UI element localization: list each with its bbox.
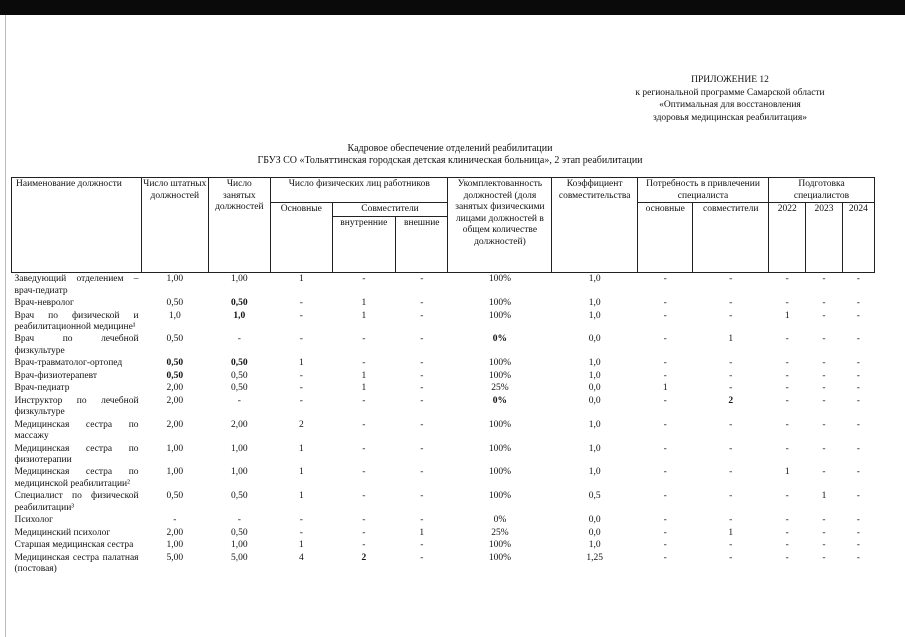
cell-coefficient: 1,0 (588, 358, 601, 369)
cell-external: - (420, 467, 424, 478)
cell-coefficient: 0,0 (588, 396, 601, 406)
cell-training-2024: - (856, 552, 860, 563)
cell-position-name: Специалист по физической реабилитации³ (14, 491, 139, 513)
scan-top-border (0, 0, 905, 15)
table-row (12, 297, 875, 310)
cell-training-2024: - (856, 396, 860, 406)
header-staff-positions: Число штатных должностей (142, 178, 209, 273)
title-line-1: Кадровое обеспечение отделений реабилитации (347, 143, 553, 154)
cell-need-main: - (663, 298, 667, 308)
cell-staffing-percent: 100% (488, 370, 511, 381)
cell-staffing-percent: 25% (491, 383, 509, 394)
cell-staff-positions: 0,50 (166, 491, 184, 502)
cell-staff-positions: 0,50 (166, 298, 184, 308)
cell-need-main: - (663, 491, 667, 502)
cell-coefficient: 0,0 (588, 383, 601, 394)
cell-staff-positions: - (173, 515, 177, 526)
cell-need-main: - (663, 515, 667, 526)
cell-need-main: - (663, 419, 667, 430)
cell-position-name: Врач-травматолог-ортопед (14, 358, 123, 369)
table-row (12, 310, 875, 334)
cell-need-part: - (729, 443, 733, 454)
table-row (12, 466, 875, 490)
cell-training-2022: - (785, 443, 789, 454)
cell-staffing-percent: 100% (488, 443, 511, 454)
cell-external: - (420, 540, 424, 551)
cell-training-2024: - (856, 443, 860, 454)
cell-training-2022: - (785, 370, 789, 381)
cell-external: - (420, 298, 424, 308)
cell-training-2022: - (785, 358, 789, 369)
cell-staffing-percent: 100% (488, 274, 511, 285)
cell-external: - (420, 274, 424, 285)
header-persons: Число физических лиц работников (271, 178, 448, 203)
table-row (12, 370, 875, 383)
cell-internal: - (362, 274, 366, 285)
cell-training-2023: - (822, 515, 826, 526)
cell-staff-positions: 1,00 (166, 443, 184, 454)
cell-need-part: - (729, 552, 733, 563)
cell-staff-positions: 1,00 (166, 274, 184, 285)
cell-training-2022: 1 (784, 310, 790, 321)
cell-training-2023: - (822, 527, 826, 538)
cell-staffing-percent: 100% (488, 552, 511, 563)
cell-external: - (420, 310, 424, 321)
cell-external: - (420, 358, 424, 369)
cell-external: - (420, 443, 424, 454)
cell-external: - (420, 491, 424, 502)
cell-coefficient: 1,0 (588, 274, 601, 285)
cell-internal: - (362, 419, 366, 430)
cell-training-2022: - (785, 491, 789, 502)
cell-staff-positions: 0,50 (166, 334, 184, 345)
cell-position-name: Старшая медицинская сестра (14, 540, 134, 551)
cell-need-main: - (663, 358, 667, 369)
cell-main: 1 (298, 540, 304, 551)
table-row (12, 395, 875, 419)
cell-staffing-percent: 100% (488, 419, 511, 430)
cell-training-2023: - (822, 383, 826, 394)
cell-occupied-positions: 1,00 (231, 540, 248, 551)
cell-training-2023: - (822, 370, 826, 381)
table-header (12, 178, 875, 273)
cell-need-part: - (729, 358, 733, 369)
cell-need-part: - (729, 370, 733, 381)
header-year-2022: 2022 (769, 203, 806, 273)
cell-need-main: - (663, 467, 667, 478)
cell-coefficient: 1,0 (588, 310, 601, 321)
header-occupied-positions: Число занятых должностей (208, 178, 271, 273)
cell-need-main: - (663, 370, 667, 381)
cell-main: 1 (298, 467, 304, 478)
cell-need-part: - (729, 515, 733, 526)
cell-coefficient: 1,0 (588, 443, 601, 454)
cell-position-name: Психолог (14, 515, 54, 526)
cell-training-2024: - (856, 358, 860, 369)
cell-external: - (420, 552, 424, 563)
cell-need-main: - (663, 527, 667, 538)
cell-internal: - (362, 358, 366, 369)
cell-external: - (420, 370, 424, 381)
cell-position-name: Врач по физической и реабилитационной медицине¹ (14, 310, 139, 332)
cell-occupied-positions: - (237, 515, 241, 526)
table-body (12, 273, 875, 576)
cell-occupied-positions: 0,50 (231, 527, 248, 538)
cell-internal: - (362, 443, 366, 454)
cell-training-2023: - (822, 310, 826, 321)
cell-staffing-percent: 25% (491, 527, 509, 538)
table-row (12, 443, 875, 467)
cell-training-2023: - (822, 540, 826, 551)
cell-training-2024: - (856, 310, 860, 321)
table-row (12, 514, 875, 527)
cell-main: - (299, 298, 303, 308)
cell-position-name: Инструктор по лечебной физкультуре (14, 396, 139, 418)
cell-training-2022: - (785, 515, 789, 526)
cell-need-part: - (729, 491, 733, 502)
cell-main: - (299, 383, 303, 394)
cell-occupied-positions: 0,50 (231, 298, 248, 308)
cell-need-main: - (663, 552, 667, 563)
cell-need-part: - (729, 298, 733, 308)
cell-training-2024: - (856, 370, 860, 381)
cell-training-2024: - (856, 383, 860, 394)
cell-training-2022: 1 (784, 467, 790, 478)
cell-staff-positions: 1,0 (168, 310, 181, 321)
header-part-timers: Совместители (332, 203, 448, 217)
cell-staffing-percent: 100% (488, 358, 511, 369)
cell-internal: - (362, 515, 366, 526)
cell-coefficient: 0,0 (588, 515, 601, 526)
cell-staffing-percent: 0% (493, 515, 507, 526)
table-row (12, 490, 875, 514)
cell-external: - (420, 396, 424, 406)
cell-internal: - (362, 527, 366, 538)
header-need: Потребность в привлечении специалиста (638, 178, 769, 203)
cell-position-name: Медицинский психолог (14, 527, 111, 538)
cell-training-2023: - (822, 419, 826, 430)
cell-external: - (420, 383, 424, 394)
cell-staff-positions: 1,00 (166, 467, 184, 478)
cell-training-2023: - (822, 443, 826, 454)
cell-main: - (299, 334, 303, 345)
cell-external: - (420, 334, 424, 345)
cell-internal: 1 (361, 370, 367, 381)
cell-need-part: 2 (728, 396, 734, 406)
cell-training-2023: - (822, 552, 826, 563)
cell-external: 1 (419, 527, 425, 538)
cell-occupied-positions: 1,00 (231, 467, 248, 478)
cell-staff-positions: 2,00 (166, 527, 184, 538)
table-row (12, 382, 875, 395)
cell-coefficient: 0,0 (588, 527, 601, 538)
cell-training-2022: - (785, 298, 789, 308)
cell-internal: - (362, 334, 366, 345)
cell-position-name: Врач-педиатр (14, 383, 70, 394)
cell-need-main: 1 (662, 383, 668, 394)
header-position: Наименование должности (12, 178, 142, 273)
cell-main: - (299, 310, 303, 321)
cell-coefficient: 1,0 (588, 370, 601, 381)
cell-occupied-positions: 1,0 (233, 310, 246, 321)
cell-occupied-positions: 5,00 (231, 552, 248, 563)
header-training: Подготовка специалистов (769, 178, 875, 203)
cell-training-2024: - (856, 527, 860, 538)
cell-need-main: - (663, 443, 667, 454)
cell-occupied-positions: 0,50 (231, 370, 248, 381)
cell-training-2023: - (822, 298, 826, 308)
cell-need-main: - (663, 396, 667, 406)
cell-main: 1 (298, 443, 304, 454)
cell-training-2022: - (785, 540, 789, 551)
cell-training-2022: - (785, 396, 789, 406)
cell-training-2024: - (856, 540, 860, 551)
cell-training-2024: - (856, 491, 860, 502)
cell-main: 2 (298, 419, 304, 430)
cell-staffing-percent: 100% (488, 540, 511, 551)
header-coefficient: Коэффициент совместительства (552, 178, 638, 273)
cell-internal: 1 (361, 298, 367, 308)
cell-internal: - (362, 396, 366, 406)
header-external: внешние (396, 217, 448, 273)
cell-training-2024: - (856, 515, 860, 526)
cell-training-2022: - (785, 527, 789, 538)
cell-main: - (299, 396, 303, 406)
cell-training-2024: - (856, 274, 860, 285)
cell-staff-positions: 2,00 (166, 383, 184, 394)
header-year-2023: 2023 (806, 203, 842, 273)
table-row (12, 333, 875, 357)
cell-training-2024: - (856, 334, 860, 345)
appendix-line-2: к региональной программе Самарской области (635, 87, 825, 98)
cell-internal: 1 (361, 383, 367, 394)
cell-need-part: - (729, 467, 733, 478)
table-row (12, 527, 875, 540)
table-row (12, 552, 875, 576)
appendix-header (560, 74, 900, 124)
cell-staff-positions: 2,00 (166, 419, 184, 430)
cell-coefficient: 1,0 (588, 298, 601, 308)
cell-occupied-positions: 0,50 (231, 383, 248, 394)
cell-internal: - (362, 467, 366, 478)
cell-training-2022: - (785, 383, 789, 394)
cell-training-2023: 1 (821, 491, 827, 502)
appendix-line-4: здоровья медицинская реабилитация» (653, 112, 807, 123)
cell-external: - (420, 515, 424, 526)
cell-occupied-positions: 0,50 (231, 358, 248, 369)
cell-main: 1 (298, 358, 304, 369)
cell-training-2022: - (785, 274, 789, 285)
cell-staffing-percent: 0% (492, 334, 508, 345)
staffing-table (11, 177, 875, 576)
title-line-2: ГБУЗ СО «Тольяттинская городская детская клиническая больница», 2 этап реабилитации (257, 155, 643, 166)
cell-internal: - (362, 540, 366, 551)
cell-training-2024: - (856, 419, 860, 430)
cell-occupied-positions: 2,00 (231, 419, 248, 430)
header-need-part: совместители (693, 203, 769, 273)
cell-position-name: Медицинская сестра по физиотерапии (14, 443, 139, 466)
cell-staffing-percent: 100% (488, 310, 511, 321)
cell-position-name: Врач-физиотерапевт (14, 370, 97, 381)
cell-need-main: - (663, 274, 667, 285)
cell-position-name: Заведующий отделением – врач-педиатр (14, 274, 139, 296)
cell-coefficient: 1,0 (588, 540, 601, 551)
appendix-line-3: «Оптимальная для восстановления (659, 100, 801, 111)
cell-need-part: - (729, 540, 733, 551)
cell-position-name: Медицинская сестра по массажу (14, 419, 139, 442)
cell-training-2022: - (785, 334, 789, 345)
cell-main: - (299, 527, 303, 538)
cell-main: - (299, 515, 303, 526)
cell-training-2023: - (822, 334, 826, 345)
cell-position-name: Врач-невролог (14, 298, 74, 308)
cell-occupied-positions: 1,00 (231, 443, 248, 454)
cell-external: - (420, 419, 424, 430)
cell-main: 1 (298, 274, 304, 285)
cell-coefficient: 1,25 (586, 552, 603, 563)
cell-need-main: - (663, 540, 667, 551)
cell-staffing-percent: 100% (488, 491, 511, 502)
cell-need-part: 1 (728, 527, 734, 538)
cell-main: - (299, 370, 303, 381)
cell-position-name: Медицинская сестра палатная (постовая) (14, 552, 139, 575)
cell-internal: 2 (361, 552, 367, 563)
scan-left-edge (5, 15, 6, 637)
cell-need-part: - (729, 383, 733, 394)
cell-training-2023: - (822, 396, 826, 406)
cell-coefficient: 0,0 (588, 334, 601, 345)
table-row (12, 419, 875, 443)
cell-coefficient: 1,0 (588, 467, 601, 478)
cell-position-name: Врач по лечебной физкультуре (14, 334, 139, 356)
cell-training-2022: - (785, 552, 789, 563)
appendix-line-1: ПРИЛОЖЕНИЕ 12 (691, 75, 769, 85)
cell-staff-positions: 0,50 (166, 358, 184, 369)
cell-position-name: Медицинская сестра по медицинской реабилитации² (14, 467, 139, 489)
cell-training-2023: - (822, 358, 826, 369)
header-year-2024: 2024 (842, 203, 874, 273)
cell-occupied-positions: - (237, 396, 241, 406)
document-title (170, 143, 730, 167)
cell-need-part: - (729, 419, 733, 430)
cell-training-2024: - (856, 467, 860, 478)
cell-internal: 1 (361, 310, 367, 321)
cell-internal: - (362, 491, 366, 502)
table-row (12, 539, 875, 552)
cell-main: 1 (298, 491, 304, 502)
header-staffing: Укомплектованность должностей (доля занятых физическими лицами должностей в общем количестве должностей) (448, 178, 552, 273)
cell-staffing-percent: 100% (488, 298, 511, 308)
cell-staffing-percent: 100% (488, 467, 511, 478)
table-row (12, 273, 875, 297)
table-row (12, 357, 875, 370)
cell-staff-positions: 2,00 (166, 396, 184, 406)
header-need-main: основные (638, 203, 693, 273)
cell-training-2023: - (822, 467, 826, 478)
cell-training-2023: - (822, 274, 826, 285)
cell-occupied-positions: 0,50 (231, 491, 248, 502)
cell-need-part: - (729, 274, 733, 285)
cell-training-2022: - (785, 419, 789, 430)
cell-need-main: - (663, 310, 667, 321)
cell-occupied-positions: 1,00 (231, 274, 248, 285)
cell-staff-positions: 5,00 (166, 552, 184, 563)
cell-occupied-positions: - (237, 334, 241, 345)
cell-staffing-percent: 0% (492, 396, 508, 406)
header-main: Основные (271, 203, 332, 273)
cell-need-part: - (729, 310, 733, 321)
cell-need-part: 1 (728, 334, 734, 345)
cell-staff-positions: 1,00 (166, 540, 184, 551)
cell-coefficient: 1,0 (588, 419, 601, 430)
cell-main: 4 (298, 552, 304, 563)
cell-training-2024: - (856, 298, 860, 308)
cell-coefficient: 0,5 (588, 491, 601, 502)
cell-need-main: - (663, 334, 667, 345)
header-internal: внутренние (332, 217, 396, 273)
cell-staff-positions: 0,50 (166, 370, 184, 381)
